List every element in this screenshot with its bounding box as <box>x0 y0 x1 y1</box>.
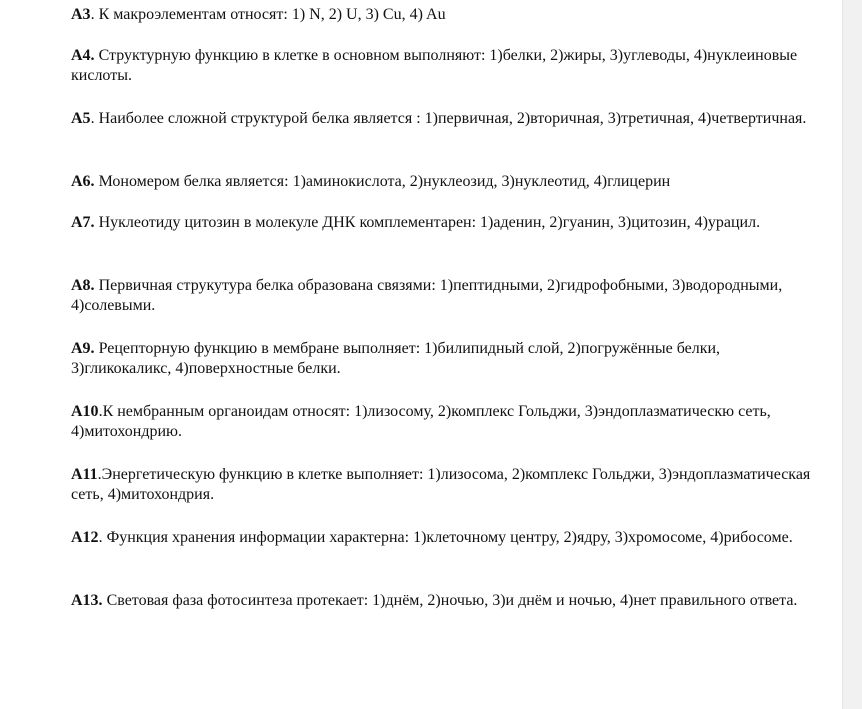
question-number: А5 <box>71 110 91 127</box>
question-text: Структурную функцию в клетке в основном выполняют: 1)белки, 2)жиры, 3)углеводы, 4)нуклеиновые кислоты. <box>71 47 798 84</box>
question-a11 <box>71 465 811 505</box>
question-a10 <box>71 402 811 442</box>
question-text: Первичная струкутура белка образована связями: 1)пептидными, 2)гидрофобными, 3)водородными, 4)солевыми. <box>71 277 783 314</box>
question-number: А7. <box>71 214 95 231</box>
question-text: Энергетическую функцию в клетке выполняет: 1)лизосома, 2)комплекс Гольджи, 3)эндоплазматическая сеть, 4)митохондрия. <box>71 466 811 503</box>
question-separator: . <box>98 403 103 420</box>
question-separator: . <box>90 6 99 23</box>
question-text: Мономером белка является: 1)аминокислота, 2)нуклеозид, 3)нуклеотид, 4)глицерин <box>98 173 671 190</box>
question-text: К нембранным органоидам относят: 1)лизосому, 2)комплекс Гольджи, 3)эндоплазматическю сеть, 4)митохондрию. <box>71 403 771 440</box>
question-separator: . <box>98 529 107 546</box>
question-text: К макроэлементам относят: 1) N, 2) U, 3) Cu, 4) Au <box>98 6 446 23</box>
question-number: А4. <box>71 47 95 64</box>
question-a4 <box>71 46 811 86</box>
question-number: А13. <box>71 592 103 609</box>
question-number: А3 <box>71 6 91 23</box>
question-separator: . <box>97 466 102 483</box>
scrollbar-track[interactable] <box>842 0 862 709</box>
question-number: А8. <box>71 277 95 294</box>
question-number: А10 <box>71 403 99 420</box>
question-number: А11 <box>71 466 98 483</box>
question-text: Функция хранения информации характерна: 1)клеточному центру, 2)ядру, 3)хромосоме, 4)рибосоме. <box>106 529 793 546</box>
question-number: А6. <box>71 173 95 190</box>
question-number: А12 <box>71 529 99 546</box>
question-a12 <box>71 528 793 548</box>
question-a8 <box>71 276 811 316</box>
question-a6 <box>71 172 670 192</box>
question-text: Наиболее сложной структурой белка является : 1)первичная, 2)вторичная, 3)третичная, 4)четвертичная. <box>98 110 807 127</box>
question-separator: . <box>90 110 99 127</box>
question-a3 <box>71 5 446 25</box>
question-a5 <box>71 109 806 129</box>
question-text: Рецепторную функцию в мембране выполняет: 1)билипидный слой, 2)погружённые белки, 3)гликокаликс, 4)поверхностные белки. <box>71 340 721 377</box>
question-text: Нуклеотиду цитозин в молекуле ДНК комплементарен: 1)аденин, 2)гуанин, 3)цитозин, 4)урацил. <box>98 214 761 231</box>
question-text: Световая фаза фотосинтеза протекает: 1)днём, 2)ночью, 3)и днём и ночью, 4)нет правильного ответа. <box>106 592 798 609</box>
question-a9 <box>71 339 811 379</box>
question-number: А9. <box>71 340 95 357</box>
question-a13 <box>71 591 797 611</box>
question-a7 <box>71 213 760 233</box>
